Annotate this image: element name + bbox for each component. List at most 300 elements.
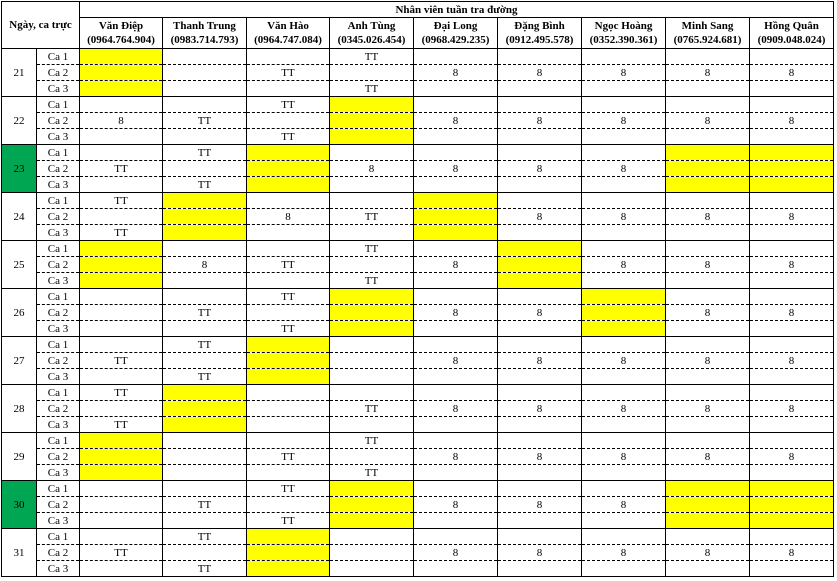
duty-cell[interactable]: [80, 257, 163, 273]
duty-cell[interactable]: TT: [247, 257, 330, 273]
duty-cell[interactable]: 8: [414, 305, 498, 321]
duty-cell[interactable]: [80, 337, 163, 353]
duty-cell[interactable]: 8: [582, 401, 666, 417]
duty-cell[interactable]: 8: [414, 113, 498, 129]
duty-cell[interactable]: 8: [750, 113, 834, 129]
duty-cell[interactable]: [163, 81, 247, 97]
duty-cell[interactable]: [163, 385, 247, 401]
shift-label: Ca 1: [37, 193, 80, 209]
duty-cell[interactable]: 8: [666, 65, 750, 81]
duty-cell[interactable]: [750, 225, 834, 241]
duty-cell[interactable]: [414, 465, 498, 481]
duty-cell[interactable]: [666, 129, 750, 145]
duty-cell[interactable]: [414, 417, 498, 433]
duty-cell[interactable]: [750, 289, 834, 305]
duty-cell[interactable]: TT: [163, 337, 247, 353]
duty-cell[interactable]: [750, 497, 834, 513]
duty-cell[interactable]: 8: [666, 305, 750, 321]
duty-cell[interactable]: TT: [80, 225, 163, 241]
duty-cell[interactable]: TT: [163, 177, 247, 193]
duty-cell[interactable]: [498, 321, 582, 337]
duty-cell[interactable]: [414, 49, 498, 65]
duty-cell[interactable]: [414, 241, 498, 257]
duty-cell[interactable]: TT: [80, 161, 163, 177]
duty-cell[interactable]: [163, 417, 247, 433]
duty-cell[interactable]: [247, 369, 330, 385]
duty-cell[interactable]: TT: [247, 65, 330, 81]
duty-cell[interactable]: TT: [247, 129, 330, 145]
duty-cell[interactable]: [330, 417, 414, 433]
duty-cell[interactable]: [582, 305, 666, 321]
duty-cell[interactable]: [498, 177, 582, 193]
duty-cell[interactable]: 8: [750, 353, 834, 369]
duty-cell[interactable]: [80, 49, 163, 65]
duty-cell[interactable]: 8: [498, 209, 582, 225]
duty-cell[interactable]: [414, 225, 498, 241]
duty-cell[interactable]: [666, 529, 750, 545]
duty-cell[interactable]: [163, 449, 247, 465]
duty-cell[interactable]: [750, 465, 834, 481]
duty-cell[interactable]: [582, 129, 666, 145]
duty-cell[interactable]: TT: [330, 81, 414, 97]
duty-cell[interactable]: [582, 369, 666, 385]
duty-cell[interactable]: 8: [666, 209, 750, 225]
duty-cell[interactable]: [498, 145, 582, 161]
duty-cell[interactable]: [247, 305, 330, 321]
duty-cell[interactable]: [750, 49, 834, 65]
duty-cell[interactable]: [247, 225, 330, 241]
duty-cell[interactable]: [582, 481, 666, 497]
duty-cell[interactable]: [666, 561, 750, 577]
duty-cell[interactable]: [330, 289, 414, 305]
duty-cell[interactable]: TT: [247, 449, 330, 465]
duty-cell[interactable]: [498, 289, 582, 305]
duty-cell[interactable]: [750, 433, 834, 449]
duty-cell[interactable]: [414, 561, 498, 577]
duty-cell[interactable]: [750, 273, 834, 289]
duty-cell[interactable]: [80, 433, 163, 449]
duty-cell[interactable]: [414, 369, 498, 385]
duty-cell[interactable]: 8: [582, 497, 666, 513]
duty-cell[interactable]: [247, 433, 330, 449]
duty-cell[interactable]: [498, 81, 582, 97]
duty-cell[interactable]: [414, 177, 498, 193]
duty-cell[interactable]: [163, 321, 247, 337]
duty-cell[interactable]: [750, 129, 834, 145]
duty-cell[interactable]: TT: [330, 273, 414, 289]
duty-cell[interactable]: [163, 401, 247, 417]
duty-cell[interactable]: [330, 481, 414, 497]
duty-cell[interactable]: TT: [330, 433, 414, 449]
duty-cell[interactable]: [750, 81, 834, 97]
duty-cell[interactable]: [163, 513, 247, 529]
duty-cell[interactable]: TT: [247, 321, 330, 337]
duty-cell[interactable]: [750, 241, 834, 257]
duty-cell[interactable]: [247, 561, 330, 577]
duty-cell[interactable]: [666, 417, 750, 433]
duty-cell[interactable]: [414, 97, 498, 113]
duty-cell[interactable]: [247, 529, 330, 545]
duty-cell[interactable]: [414, 81, 498, 97]
duty-cell[interactable]: 8: [498, 65, 582, 81]
duty-cell[interactable]: [666, 177, 750, 193]
duty-cell[interactable]: [582, 321, 666, 337]
duty-cell[interactable]: [414, 513, 498, 529]
duty-cell[interactable]: [163, 225, 247, 241]
duty-cell[interactable]: [750, 97, 834, 113]
duty-cell[interactable]: TT: [163, 305, 247, 321]
duty-cell[interactable]: [498, 49, 582, 65]
duty-cell[interactable]: [666, 97, 750, 113]
duty-cell[interactable]: TT: [330, 401, 414, 417]
duty-cell[interactable]: [498, 513, 582, 529]
duty-cell[interactable]: [666, 225, 750, 241]
duty-cell[interactable]: [750, 417, 834, 433]
duty-cell[interactable]: [163, 433, 247, 449]
duty-cell[interactable]: [330, 321, 414, 337]
duty-cell[interactable]: 8: [750, 449, 834, 465]
duty-cell[interactable]: 8: [750, 305, 834, 321]
duty-cell[interactable]: [582, 417, 666, 433]
duty-cell[interactable]: [163, 481, 247, 497]
duty-cell[interactable]: 8: [330, 161, 414, 177]
duty-cell[interactable]: TT: [247, 513, 330, 529]
duty-cell[interactable]: [498, 129, 582, 145]
duty-cell[interactable]: [247, 193, 330, 209]
duty-cell[interactable]: [666, 81, 750, 97]
duty-cell[interactable]: 8: [666, 545, 750, 561]
duty-cell[interactable]: [582, 513, 666, 529]
duty-cell[interactable]: [247, 497, 330, 513]
duty-cell[interactable]: [582, 385, 666, 401]
duty-cell[interactable]: 8: [666, 449, 750, 465]
duty-cell[interactable]: [330, 193, 414, 209]
duty-cell[interactable]: [330, 353, 414, 369]
duty-cell[interactable]: 8: [414, 545, 498, 561]
duty-cell[interactable]: 8: [750, 401, 834, 417]
duty-cell[interactable]: [414, 433, 498, 449]
duty-cell[interactable]: [163, 273, 247, 289]
duty-cell[interactable]: TT: [80, 193, 163, 209]
duty-cell[interactable]: 8: [498, 449, 582, 465]
duty-cell[interactable]: [330, 385, 414, 401]
duty-cell[interactable]: [330, 177, 414, 193]
duty-cell[interactable]: [330, 497, 414, 513]
duty-cell[interactable]: [247, 401, 330, 417]
duty-cell[interactable]: [163, 49, 247, 65]
employee-phone: (0909.048.024): [757, 34, 826, 46]
duty-cell[interactable]: [666, 273, 750, 289]
duty-cell[interactable]: 8: [498, 305, 582, 321]
duty-cell[interactable]: [80, 513, 163, 529]
duty-cell[interactable]: TT: [163, 145, 247, 161]
duty-cell[interactable]: [330, 305, 414, 321]
duty-cell[interactable]: 8: [80, 113, 163, 129]
duty-cell[interactable]: [498, 337, 582, 353]
duty-cell[interactable]: [666, 513, 750, 529]
duty-cell[interactable]: [247, 161, 330, 177]
duty-cell[interactable]: [247, 49, 330, 65]
duty-cell[interactable]: [498, 97, 582, 113]
duty-cell[interactable]: [163, 209, 247, 225]
duty-cell[interactable]: [330, 97, 414, 113]
duty-cell[interactable]: TT: [80, 545, 163, 561]
duty-cell[interactable]: [330, 545, 414, 561]
duty-cell[interactable]: [582, 337, 666, 353]
duty-cell[interactable]: [750, 513, 834, 529]
duty-cell[interactable]: [750, 321, 834, 337]
duty-cell[interactable]: [582, 81, 666, 97]
duty-cell[interactable]: [247, 337, 330, 353]
duty-cell[interactable]: [163, 465, 247, 481]
duty-cell[interactable]: [330, 337, 414, 353]
duty-cell[interactable]: [247, 113, 330, 129]
duty-cell[interactable]: [666, 241, 750, 257]
duty-cell[interactable]: [80, 369, 163, 385]
duty-cell[interactable]: [750, 385, 834, 401]
duty-cell[interactable]: [163, 161, 247, 177]
duty-cell[interactable]: [80, 273, 163, 289]
duty-cell[interactable]: [247, 177, 330, 193]
duty-cell[interactable]: [666, 161, 750, 177]
duty-cell[interactable]: [414, 289, 498, 305]
duty-cell[interactable]: 8: [666, 257, 750, 273]
duty-cell[interactable]: [666, 481, 750, 497]
duty-cell[interactable]: [80, 321, 163, 337]
duty-cell[interactable]: [582, 561, 666, 577]
duty-cell[interactable]: [330, 129, 414, 145]
duty-cell[interactable]: [330, 449, 414, 465]
duty-cell[interactable]: 8: [498, 353, 582, 369]
duty-cell[interactable]: 8: [582, 449, 666, 465]
duty-cell[interactable]: [247, 465, 330, 481]
duty-cell[interactable]: TT: [247, 289, 330, 305]
duty-cell[interactable]: 8: [163, 257, 247, 273]
duty-cell[interactable]: [247, 353, 330, 369]
duty-cell[interactable]: 8: [498, 113, 582, 129]
duty-cell[interactable]: [163, 129, 247, 145]
duty-cell[interactable]: [80, 289, 163, 305]
duty-cell[interactable]: [666, 369, 750, 385]
duty-cell[interactable]: [498, 225, 582, 241]
duty-cell[interactable]: [414, 273, 498, 289]
duty-cell[interactable]: [582, 465, 666, 481]
duty-cell[interactable]: [80, 497, 163, 513]
duty-cell[interactable]: [666, 49, 750, 65]
duty-cell[interactable]: TT: [330, 49, 414, 65]
duty-cell[interactable]: [330, 113, 414, 129]
duty-cell[interactable]: [163, 545, 247, 561]
duty-cell[interactable]: [163, 241, 247, 257]
duty-cell[interactable]: 8: [750, 65, 834, 81]
duty-cell[interactable]: [498, 193, 582, 209]
duty-cell[interactable]: 8: [666, 401, 750, 417]
duty-cell[interactable]: [498, 561, 582, 577]
duty-cell[interactable]: [498, 481, 582, 497]
duty-cell[interactable]: TT: [330, 209, 414, 225]
duty-cell[interactable]: [414, 321, 498, 337]
duty-cell[interactable]: [666, 337, 750, 353]
duty-cell[interactable]: [414, 529, 498, 545]
duty-cell[interactable]: TT: [163, 369, 247, 385]
duty-cell[interactable]: [330, 369, 414, 385]
duty-cell[interactable]: [163, 97, 247, 113]
duty-cell[interactable]: [414, 209, 498, 225]
duty-cell[interactable]: 8: [582, 65, 666, 81]
duty-cell[interactable]: [247, 273, 330, 289]
duty-cell[interactable]: [750, 177, 834, 193]
duty-cell[interactable]: [498, 257, 582, 273]
duty-cell[interactable]: TT: [163, 497, 247, 513]
duty-cell[interactable]: [414, 337, 498, 353]
duty-cell[interactable]: 8: [414, 401, 498, 417]
duty-cell[interactable]: [750, 337, 834, 353]
duty-cell[interactable]: [80, 129, 163, 145]
duty-cell[interactable]: 8: [582, 545, 666, 561]
duty-cell[interactable]: [80, 177, 163, 193]
duty-cell[interactable]: [80, 465, 163, 481]
duty-cell[interactable]: 8: [414, 449, 498, 465]
duty-cell[interactable]: [247, 417, 330, 433]
duty-cell[interactable]: [247, 241, 330, 257]
duty-cell[interactable]: [163, 65, 247, 81]
duty-cell[interactable]: 8: [498, 497, 582, 513]
duty-cell[interactable]: [582, 193, 666, 209]
duty-cell[interactable]: 8: [247, 209, 330, 225]
duty-cell[interactable]: 8: [582, 353, 666, 369]
duty-cell[interactable]: [330, 529, 414, 545]
duty-cell[interactable]: [666, 289, 750, 305]
table-row: [2, 241, 834, 257]
duty-cell[interactable]: TT: [80, 385, 163, 401]
duty-cell[interactable]: [666, 145, 750, 161]
duty-cell[interactable]: [247, 81, 330, 97]
duty-cell[interactable]: 8: [666, 353, 750, 369]
duty-cell[interactable]: 8: [582, 161, 666, 177]
duty-cell[interactable]: 8: [414, 497, 498, 513]
duty-cell[interactable]: 8: [750, 209, 834, 225]
duty-cell[interactable]: [80, 241, 163, 257]
duty-cell[interactable]: [498, 417, 582, 433]
duty-cell[interactable]: TT: [80, 353, 163, 369]
duty-cell[interactable]: TT: [247, 481, 330, 497]
duty-cell[interactable]: 8: [414, 353, 498, 369]
duty-cell[interactable]: [80, 561, 163, 577]
duty-cell[interactable]: 8: [498, 401, 582, 417]
duty-cell[interactable]: [750, 481, 834, 497]
duty-cell[interactable]: [80, 65, 163, 81]
duty-cell[interactable]: 8: [498, 161, 582, 177]
duty-cell[interactable]: 8: [582, 113, 666, 129]
duty-cell[interactable]: [247, 385, 330, 401]
duty-cell[interactable]: [80, 401, 163, 417]
duty-cell[interactable]: 8: [582, 257, 666, 273]
duty-cell[interactable]: TT: [80, 417, 163, 433]
duty-cell[interactable]: [414, 481, 498, 497]
duty-cell[interactable]: [80, 145, 163, 161]
duty-cell[interactable]: 8: [582, 209, 666, 225]
duty-cell[interactable]: [498, 369, 582, 385]
duty-cell[interactable]: [582, 49, 666, 65]
duty-cell[interactable]: [582, 145, 666, 161]
duty-cell[interactable]: [80, 305, 163, 321]
duty-cell[interactable]: [750, 193, 834, 209]
duty-cell[interactable]: [750, 161, 834, 177]
duty-cell[interactable]: [330, 65, 414, 81]
duty-cell[interactable]: 8: [414, 65, 498, 81]
duty-cell[interactable]: [666, 193, 750, 209]
duty-cell[interactable]: [80, 481, 163, 497]
duty-cell[interactable]: [750, 145, 834, 161]
duty-cell[interactable]: [582, 241, 666, 257]
duty-cell[interactable]: [247, 145, 330, 161]
duty-cell[interactable]: TT: [330, 465, 414, 481]
duty-cell[interactable]: [750, 369, 834, 385]
duty-cell[interactable]: [163, 289, 247, 305]
duty-cell[interactable]: [666, 321, 750, 337]
duty-cell[interactable]: [582, 529, 666, 545]
duty-cell[interactable]: [80, 449, 163, 465]
duty-cell[interactable]: [80, 81, 163, 97]
duty-cell[interactable]: TT: [163, 561, 247, 577]
duty-cell[interactable]: [80, 209, 163, 225]
duty-cell[interactable]: 8: [750, 257, 834, 273]
duty-cell[interactable]: [330, 513, 414, 529]
duty-cell[interactable]: [666, 385, 750, 401]
duty-cell[interactable]: 8: [498, 545, 582, 561]
duty-cell[interactable]: [498, 385, 582, 401]
duty-cell[interactable]: [330, 225, 414, 241]
duty-cell[interactable]: [666, 433, 750, 449]
duty-cell[interactable]: [330, 257, 414, 273]
duty-cell[interactable]: [414, 145, 498, 161]
duty-cell[interactable]: TT: [330, 241, 414, 257]
duty-cell[interactable]: [750, 529, 834, 545]
duty-cell[interactable]: [582, 273, 666, 289]
duty-cell[interactable]: [80, 97, 163, 113]
duty-cell[interactable]: TT: [163, 113, 247, 129]
duty-cell[interactable]: [163, 193, 247, 209]
duty-cell[interactable]: [80, 529, 163, 545]
duty-cell[interactable]: [414, 129, 498, 145]
duty-cell[interactable]: [330, 561, 414, 577]
duty-cell[interactable]: [582, 97, 666, 113]
duty-cell[interactable]: [330, 145, 414, 161]
duty-cell[interactable]: [414, 385, 498, 401]
duty-cell[interactable]: TT: [247, 97, 330, 113]
duty-cell[interactable]: [498, 433, 582, 449]
duty-cell[interactable]: [414, 193, 498, 209]
duty-cell[interactable]: [498, 241, 582, 257]
duty-cell[interactable]: [750, 561, 834, 577]
duty-cell[interactable]: [666, 465, 750, 481]
duty-cell[interactable]: [582, 177, 666, 193]
duty-cell[interactable]: 8: [414, 257, 498, 273]
duty-cell[interactable]: [498, 273, 582, 289]
duty-cell[interactable]: 8: [666, 113, 750, 129]
duty-cell[interactable]: 8: [750, 545, 834, 561]
duty-cell[interactable]: [163, 353, 247, 369]
duty-cell[interactable]: [247, 545, 330, 561]
duty-cell[interactable]: [666, 497, 750, 513]
duty-cell[interactable]: [582, 289, 666, 305]
duty-cell[interactable]: TT: [163, 529, 247, 545]
duty-cell[interactable]: [582, 225, 666, 241]
duty-cell[interactable]: [498, 529, 582, 545]
duty-cell[interactable]: [498, 465, 582, 481]
duty-cell[interactable]: [582, 433, 666, 449]
duty-cell[interactable]: 8: [414, 161, 498, 177]
